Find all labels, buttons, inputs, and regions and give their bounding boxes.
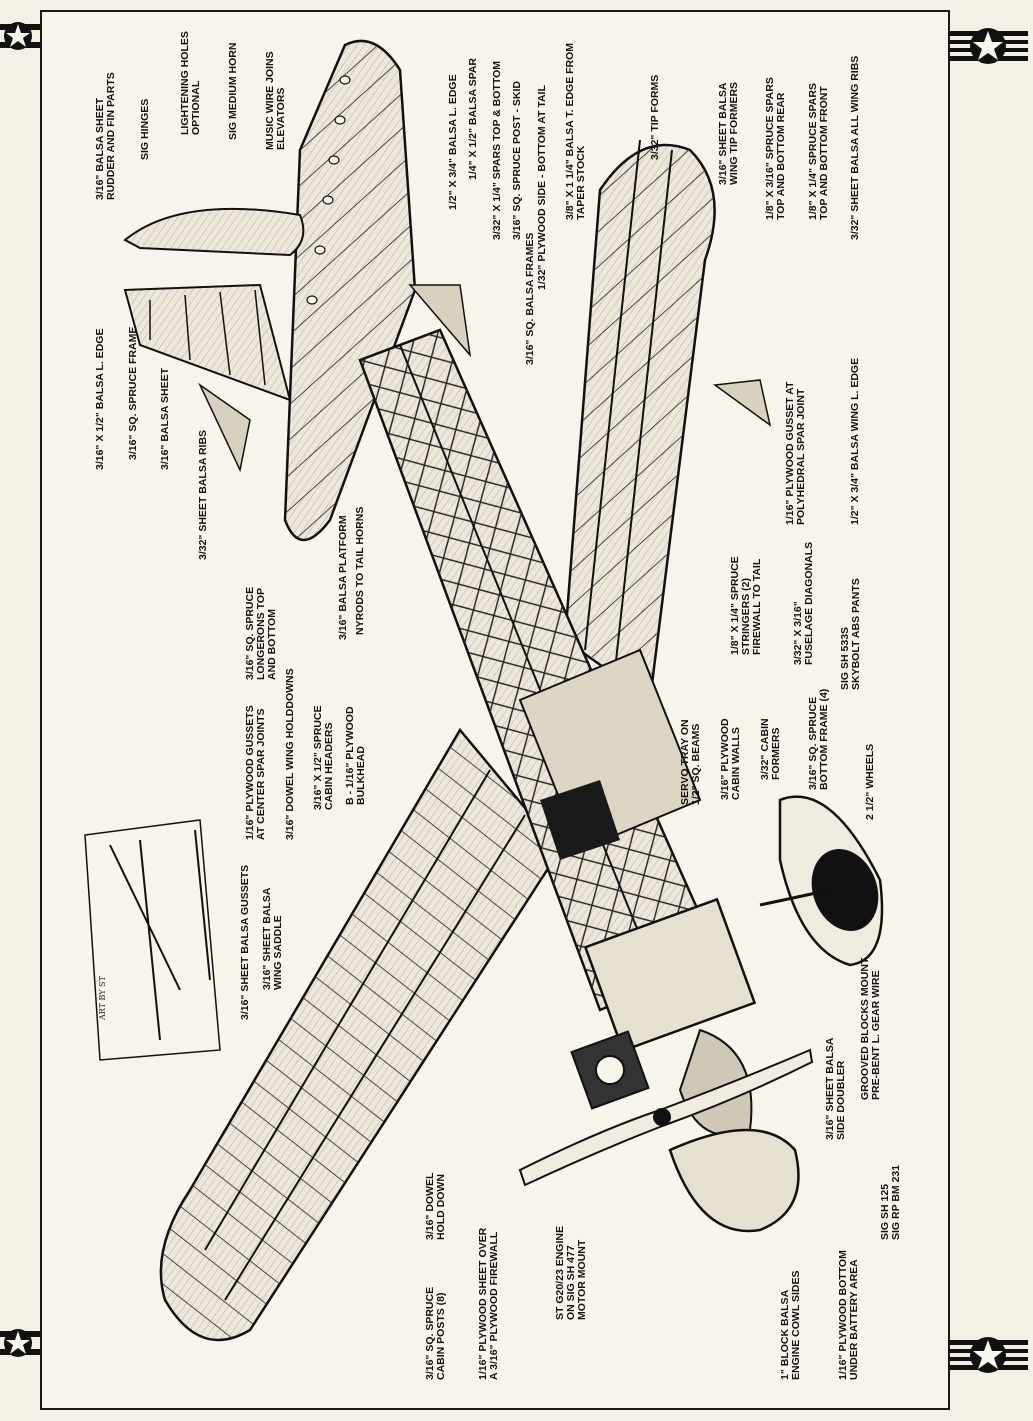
label-abs-pants xyxy=(840,578,862,690)
label-line: ST G20/23 ENGINE xyxy=(554,1226,566,1320)
label-line: UNDER BATTERY AREA xyxy=(848,1259,860,1380)
label-engine xyxy=(555,1226,588,1320)
label-spars-top-bottom xyxy=(492,61,503,240)
label-line: SIG SH 533S xyxy=(839,626,851,690)
label-line: 1/16" PLYWOOD GUSSETS xyxy=(244,705,256,840)
label-line: SIG RP BM 231 xyxy=(890,1164,902,1240)
label-line: WING TIP FORMERS xyxy=(728,81,740,185)
label-balsa-spar xyxy=(468,58,479,180)
label-line: 1/2" X 3/4" BALSA WING L. EDGE xyxy=(849,357,861,525)
label-sheet-balsa-ribs xyxy=(198,430,209,560)
label-line: GROOVED BLOCKS MOUNT xyxy=(859,957,871,1100)
label-tip-forms xyxy=(650,75,661,160)
label-line: B - 1/16" PLYWOOD xyxy=(344,706,356,805)
label-line: 3/16" SHEET BALSA GUSSETS xyxy=(239,864,251,1020)
label-line: BULKHEAD xyxy=(355,746,367,805)
label-line: 3/16" SQ. BALSA FRAMES xyxy=(524,232,536,365)
label-line: 3/8" X 1 1/4" BALSA T. EDGE FROM xyxy=(564,42,576,220)
right-wing-panel xyxy=(565,140,715,700)
label-line: 1/16" PLYWOOD BOTTOM xyxy=(837,1250,849,1380)
label-line: 3/16" BALSA SHEET xyxy=(94,97,106,200)
label-line: 3/16" SQ. SPRUCE xyxy=(424,1286,436,1380)
label-lightening-holes xyxy=(180,31,202,135)
label-line: MUSIC WIRE JOINS xyxy=(264,51,276,150)
label-line: ON SIG SH 477 xyxy=(565,1245,577,1320)
label-balsa-l-edge-fin xyxy=(95,329,106,470)
label-balsa-sheet-rudder xyxy=(95,72,117,200)
label-dowel-wing-holddowns xyxy=(285,668,296,840)
label-line: 1/4" X 1/2" BALSA SPAR xyxy=(467,58,479,180)
label-fuselage-diagonals xyxy=(793,542,815,665)
label-line: CABIN HEADERS xyxy=(323,722,335,810)
label-sq-spruce-frame xyxy=(128,327,139,460)
label-cowl-sides xyxy=(780,1271,802,1381)
label-line: 3/32" SHEET BALSA ALL WING RIBS xyxy=(849,55,861,240)
label-line: AT CENTER SPAR JOINTS xyxy=(255,708,267,840)
label-line: STRINGERS (2) xyxy=(740,577,752,655)
label-line: 1/16" PLYWOOD SHEET OVER xyxy=(477,1227,489,1380)
label-sig-hinges xyxy=(140,99,151,160)
label-bottom-frame xyxy=(808,689,830,790)
artist-signature: ART BY ST xyxy=(98,976,107,1020)
label-wing-tip-formers xyxy=(718,82,740,185)
label-music-wire xyxy=(265,51,287,150)
label-line: 3/16" SQ. SPRUCE xyxy=(807,696,819,790)
label-longerons xyxy=(245,587,278,680)
label-plywood-bottom xyxy=(838,1250,860,1380)
label-line: 1/2" SQ. BEAMS xyxy=(690,723,702,805)
label-line: PRE-BENT L. GEAR WIRE xyxy=(870,970,882,1100)
label-line: 3/32" SHEET BALSA RIBS xyxy=(197,429,209,560)
label-line: POLYHEDRAL SPAR JOINT xyxy=(795,388,807,525)
label-plywood-firewall xyxy=(478,1228,500,1380)
cowl-spinner xyxy=(670,1130,798,1231)
label-sq-balsa-frames xyxy=(525,233,536,365)
label-line: 1" BLOCK BALSA xyxy=(779,1289,791,1380)
inset-sketch xyxy=(85,820,220,1060)
label-line: FORMERS xyxy=(770,727,782,780)
label-line: BOTTOM FRAME (4) xyxy=(818,688,830,790)
label-spruce-cabin-headers xyxy=(313,705,335,810)
label-line: 3/16" PLYWOOD xyxy=(719,718,731,800)
label-line: SIG MEDIUM HORN xyxy=(227,42,239,140)
label-line: FIREWALL TO TAIL xyxy=(751,558,763,655)
label-all-wing-ribs xyxy=(850,56,861,240)
label-plywood-cabin-walls xyxy=(720,718,742,800)
label-plywood-bulkhead xyxy=(345,706,367,805)
label-spruce-post-skid xyxy=(512,81,523,240)
label-line: FUSELAGE DIAGONALS xyxy=(803,541,815,665)
label-line: 1/8" X 1/4" SPRUCE SPARS xyxy=(807,83,819,220)
label-balsa-gussets xyxy=(240,865,251,1020)
label-balsa-l-edge-stab xyxy=(448,74,459,210)
label-line: 3/16" SQ. SPRUCE POST - SKID xyxy=(511,80,523,240)
label-line: 1/32" PLYWOOD SIDE - BOTTOM AT TAIL xyxy=(536,85,548,290)
label-line: 1/2" X 3/4" BALSA L. EDGE xyxy=(447,74,459,210)
label-line: 3/16" SHEET BALSA xyxy=(717,82,729,185)
label-line: TOP AND BOTTOM FRONT xyxy=(818,86,830,220)
label-line: 1/8" X 1/4" SPRUCE xyxy=(729,556,741,655)
label-line: ELEVATORS xyxy=(275,87,287,150)
wheel-pant xyxy=(760,797,889,965)
label-plywood-gussets xyxy=(245,705,267,840)
label-line: LONGERONS TOP xyxy=(255,588,267,680)
label-balsa-sheet xyxy=(160,368,171,470)
label-grooved-blocks xyxy=(860,958,882,1100)
label-plywood-gusset-polyhedral xyxy=(785,382,807,525)
label-nyrods xyxy=(355,507,366,635)
label-line: 3/32" X 3/16" xyxy=(792,601,804,665)
label-line: 1/8" X 3/16" SPRUCE SPARS xyxy=(764,77,776,220)
label-line: MOTOR MOUNT xyxy=(576,1239,588,1320)
label-servo-tray xyxy=(680,719,702,805)
label-line: 3/16" X 1/2" BALSA L. EDGE xyxy=(94,328,106,470)
label-line: 3/16" DOWEL WING HOLDDOWNS xyxy=(284,668,296,840)
label-line: 3/16" X 1/2" SPRUCE xyxy=(312,705,324,810)
label-spruce-spars-front xyxy=(808,83,830,220)
label-balsa-platform xyxy=(338,515,349,640)
label-line: TOP AND BOTTOM REAR xyxy=(775,92,787,220)
label-line: LIGHTENING HOLES xyxy=(179,31,191,135)
label-wheels xyxy=(865,744,876,820)
label-line: TAPER STOCK xyxy=(575,145,587,220)
label-line: 1/16" PLYWOOD GUSSET AT xyxy=(784,381,796,525)
stabilizer xyxy=(285,41,415,540)
label-line: ENGINE COWL SIDES xyxy=(790,1270,802,1380)
label-line: NYRODS TO TAIL HORNS xyxy=(354,506,366,635)
label-line: WING SADDLE xyxy=(272,915,284,990)
label-wing-saddle xyxy=(262,888,284,990)
label-line: 3/32" X 1/4" SPARS TOP & BOTTOM xyxy=(491,61,503,240)
label-line: OPTIONAL xyxy=(190,80,202,135)
label-line: SIG SH 125 xyxy=(879,1183,891,1240)
label-line: SIDE DOUBLER xyxy=(835,1060,847,1140)
label-line: SIG HINGES xyxy=(139,98,151,160)
label-dowel-hold-down xyxy=(425,1173,447,1240)
label-line: 3/16" SHEET BALSA xyxy=(261,887,273,990)
label-line: SERVO TRAY ON xyxy=(679,719,691,805)
label-line: CABIN POSTS (8) xyxy=(435,1292,447,1380)
label-plywood-side xyxy=(537,85,548,290)
label-spruce-stringers xyxy=(730,556,763,655)
label-line: CABIN WALLS xyxy=(730,727,742,800)
label-line: 3/16" BALSA PLATFORM xyxy=(337,515,349,640)
label-side-doubler xyxy=(825,1038,847,1140)
label-line: 3/16" BALSA SHEET xyxy=(159,367,171,470)
label-sig-parts xyxy=(880,1165,902,1240)
label-line: 3/32" TIP FORMS xyxy=(649,74,661,160)
left-wing-panel xyxy=(161,730,560,1340)
label-line: 3/16" DOWEL xyxy=(424,1172,436,1240)
label-line: HOLD DOWN xyxy=(435,1174,447,1240)
label-line: AND BOTTOM xyxy=(266,609,278,680)
label-line: SKYBOLT ABS PANTS xyxy=(850,578,862,690)
label-spruce-spars-rear xyxy=(765,77,787,220)
label-cabin-formers xyxy=(760,718,782,780)
label-balsa-wing-l-edge xyxy=(850,358,861,525)
label-balsa-t-edge xyxy=(565,43,587,220)
label-line: 3/32" CABIN xyxy=(759,718,771,780)
label-line: RUDDER AND FIN PARTS xyxy=(105,72,117,200)
label-cabin-posts xyxy=(425,1287,447,1380)
label-line: 3/16" SQ. SPRUCE xyxy=(244,586,256,680)
label-sig-medium-horn xyxy=(228,43,239,140)
label-line: A 3/16" PLYWOOD FIREWALL xyxy=(488,1231,500,1380)
label-line: 3/16" SQ. SPRUCE FRAME xyxy=(127,326,139,460)
label-line: 3/16" SHEET BALSA xyxy=(824,1037,836,1140)
label-line: 2 1/2" WHEELS xyxy=(864,743,876,820)
